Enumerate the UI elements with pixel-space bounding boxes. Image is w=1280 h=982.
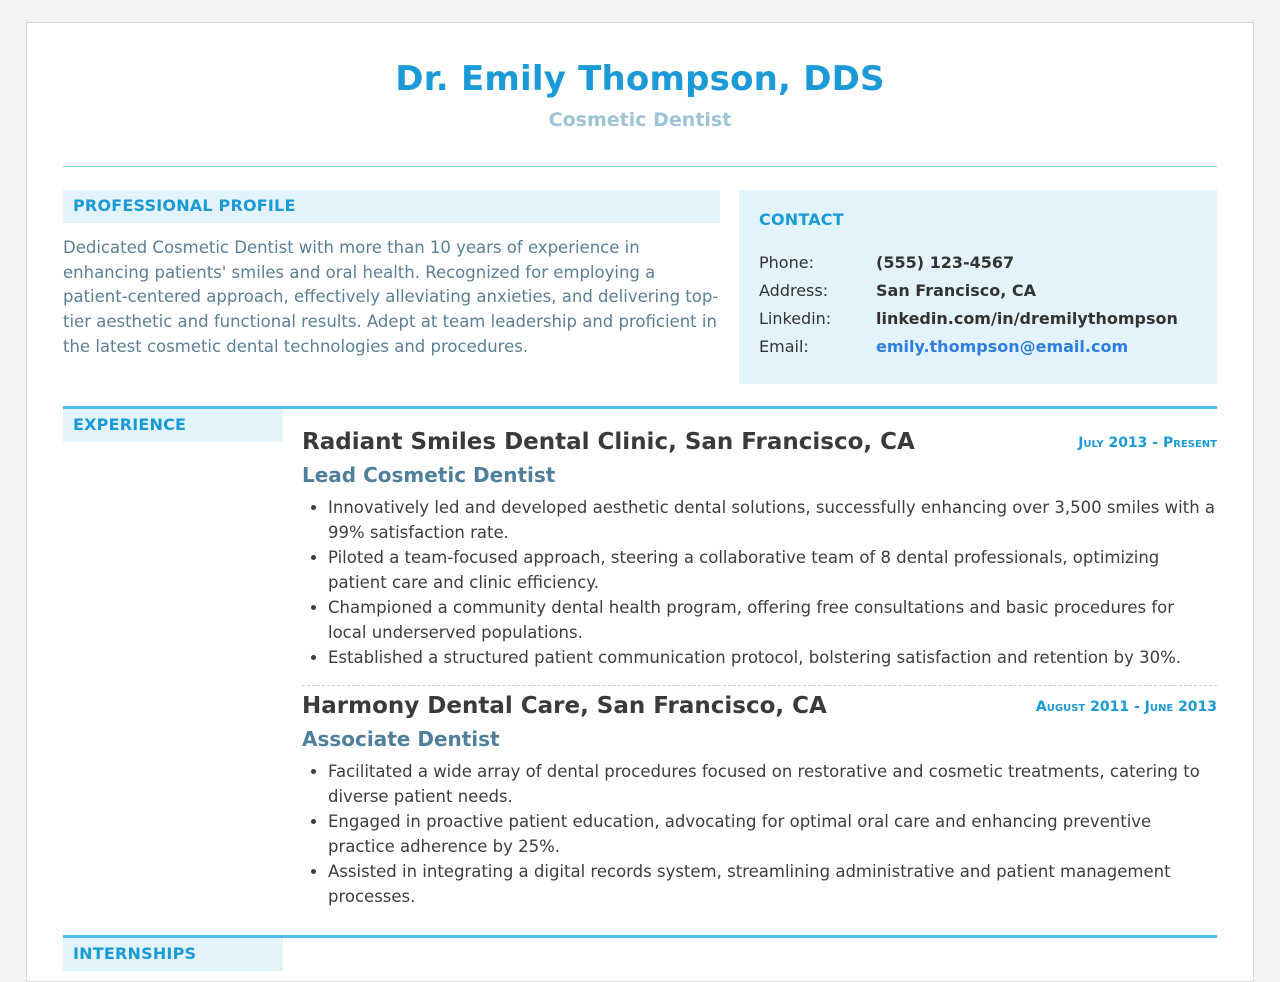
job-divider: [302, 685, 1217, 686]
job-bullet: Piloted a team-focused approach, steering a collaborative team of 8 dental professionals, optimizing patient care and clinic efficiency.: [302, 545, 1217, 595]
job-bullet: Assisted in integrating a digital records system, streamlining administrative and patient management processes.: [302, 859, 1217, 909]
job-bullet: Engaged in proactive patient education, advocating for optimal oral care and enhancing preventive practice adherence by 25%.: [302, 809, 1217, 859]
phone-value: (555) 123-4567: [876, 253, 1015, 272]
profile-text: Dedicated Cosmetic Dentist with more than 10 years of experience in enhancing patients' smiles and oral health. Recognized for employing a patient-centered approach, effectively alleviating anxieties, and delivering top-tier aesthetic and functional results. Adept at team leadership and proficient in the latest cosmetic dental technologies and procedures.: [63, 238, 719, 356]
job-role: Lead Cosmetic Dentist: [302, 463, 556, 487]
job-entry: [302, 693, 1217, 909]
profile-heading: PROFESSIONAL PROFILE: [63, 190, 720, 223]
job-bullets: [302, 759, 1217, 909]
phone-label: Phone:: [759, 253, 814, 272]
job-role: Associate Dentist: [302, 727, 500, 751]
job-bullets: [302, 495, 1217, 670]
job-dates: August 2011 - June 2013: [1035, 699, 1217, 715]
contact-linkedin-row: [759, 305, 1197, 333]
linkedin-label: Linkedin:: [759, 309, 832, 328]
job-company: Radiant Smiles Dental Clinic, San Francisco, CA: [302, 429, 915, 455]
candidate-title: Cosmetic Dentist: [548, 109, 732, 131]
email-label: Email:: [759, 337, 809, 356]
job-bullet: Facilitated a wide array of dental procedures focused on restorative and cosmetic treatments, catering to diverse patient needs.: [302, 759, 1217, 809]
job-entry: [302, 429, 1217, 670]
resume-page: [26, 22, 1254, 982]
contact-email-row: [759, 333, 1197, 361]
job-bullet: Established a structured patient communication protocol, bolstering satisfaction and retention by 30%.: [302, 645, 1217, 670]
candidate-name: Dr. Emily Thompson, DDS: [395, 59, 885, 99]
job-company: Harmony Dental Care, San Francisco, CA: [302, 693, 827, 719]
linkedin-value: linkedin.com/in/dremilythompson: [876, 309, 1178, 328]
job-bullet: Championed a community dental health program, offering free consultations and basic procedures for local underserved populations.: [302, 595, 1217, 645]
job-dates: July 2013 - Present: [1078, 435, 1217, 451]
email-link[interactable]: emily.thompson@email.com: [876, 337, 1129, 356]
header-divider: [63, 166, 1217, 167]
address-label: Address:: [759, 281, 829, 300]
internships-heading: INTERNSHIPS: [63, 938, 283, 971]
contact-phone-row: [759, 249, 1197, 277]
contact-box: [739, 190, 1217, 384]
address-value: San Francisco, CA: [876, 281, 1037, 300]
job-bullet: Innovatively led and developed aesthetic dental solutions, successfully enhancing over 3,500 smiles with a 99% satisfaction rate.: [302, 495, 1217, 545]
contact-address-row: [759, 277, 1197, 305]
experience-heading: EXPERIENCE: [63, 409, 283, 442]
resume-header: [27, 59, 1253, 131]
contact-heading: CONTACT: [759, 210, 844, 229]
